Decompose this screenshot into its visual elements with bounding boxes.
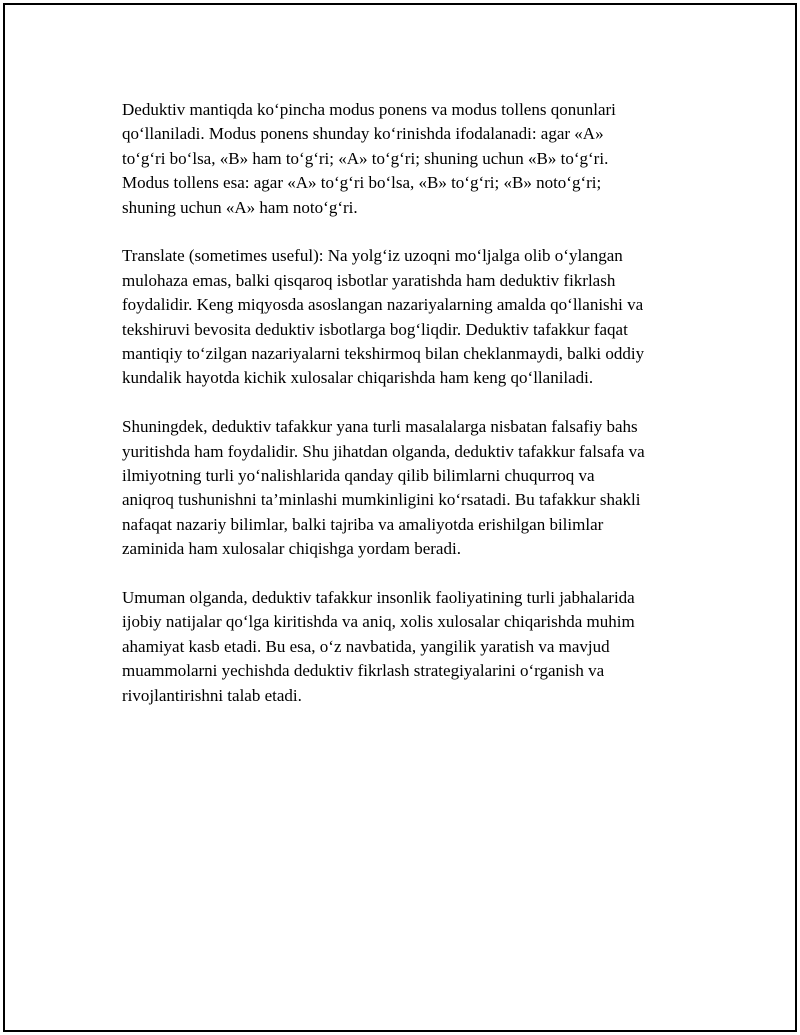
document-page (3, 3, 797, 1032)
paragraph-4 (122, 586, 702, 708)
paragraph-3 (122, 415, 702, 561)
text-line: ahamiyat kasb etadi. Bu esa, o‘z navbatida, yangilik yaratish va mavjud (122, 636, 610, 656)
text-line: zaminida ham xulosalar chiqishga yordam beradi. (122, 539, 461, 559)
text-line: shuning uchun «A» ham noto‘g‘ri. (122, 197, 358, 217)
text-line: foydalidir. Keng miqyosda asoslangan nazariyalarning amalda qo‘llanishi va (122, 295, 644, 315)
paragraph-2 (122, 244, 702, 390)
text-line: ijobiy natijalar qo‘lga kiritishda va aniq, xolis xulosalar chiqarishda muhim (122, 612, 635, 632)
text-line: muammolarni yechishda deduktiv fikrlash strategiyalarini o‘rganish va (122, 661, 605, 681)
text-line: Umuman olganda, deduktiv tafakkur insonlik faoliyatining turli jabhalarida (122, 588, 635, 608)
text-line: tekshiruvi bevosita deduktiv isbotlarga bog‘liqdir. Deduktiv tafakkur faqat (122, 319, 628, 339)
text-line: yuritishda ham foydalidir. Shu jihatdan olganda, deduktiv tafakkur falsafa va (122, 441, 645, 461)
text-line: rivojlantirishni talab etadi. (122, 685, 302, 705)
text-line: mantiqiy to‘zilgan nazariyalarni tekshirmoq bilan cheklanmaydi, balki oddiy (122, 344, 645, 364)
text-line: ilmiyotning turli yo‘nalishlarida qanday qilib bilimlarni chuqurroq va (122, 466, 595, 486)
text-line: nafaqat nazariy bilimlar, balki tajriba va amaliyotda erishilgan bilimlar (122, 514, 604, 534)
text-line: Deduktiv mantiqda ko‘pincha modus ponens va modus tollens qonunlari (122, 100, 616, 119)
paragraph-1 (122, 98, 702, 220)
text-line: qo‘llaniladi. Modus ponens shunday ko‘rinishda ifodalanadi: agar «A» (122, 124, 604, 144)
text-line: Modus tollens esa: agar «A» to‘g‘ri bo‘lsa, «B» to‘g‘ri; «B» noto‘g‘ri; (122, 173, 602, 193)
text-line: kundalik hayotda kichik xulosalar chiqarishda ham keng qo‘llaniladi. (122, 368, 594, 388)
text-line: Translate (sometimes useful): Na yolg‘iz uzoqni mo‘ljalga olib o‘ylangan (122, 246, 623, 266)
text-line: aniqroq tushunishni ta’minlashi mumkinligini ko‘rsatadi. Bu tafakkur shakli (122, 490, 641, 510)
text-line: mulohaza emas, balki qisqaroq isbotlar yaratishda ham deduktiv fikrlash (122, 270, 616, 290)
document-body (122, 98, 702, 733)
text-line: to‘g‘ri bo‘lsa, «B» ham to‘g‘ri; «A» to‘g‘ri; shuning uchun «B» to‘g‘ri. (122, 148, 609, 168)
text-line: Shuningdek, deduktiv tafakkur yana turli masalalarga nisbatan falsafiy bahs (122, 417, 638, 437)
